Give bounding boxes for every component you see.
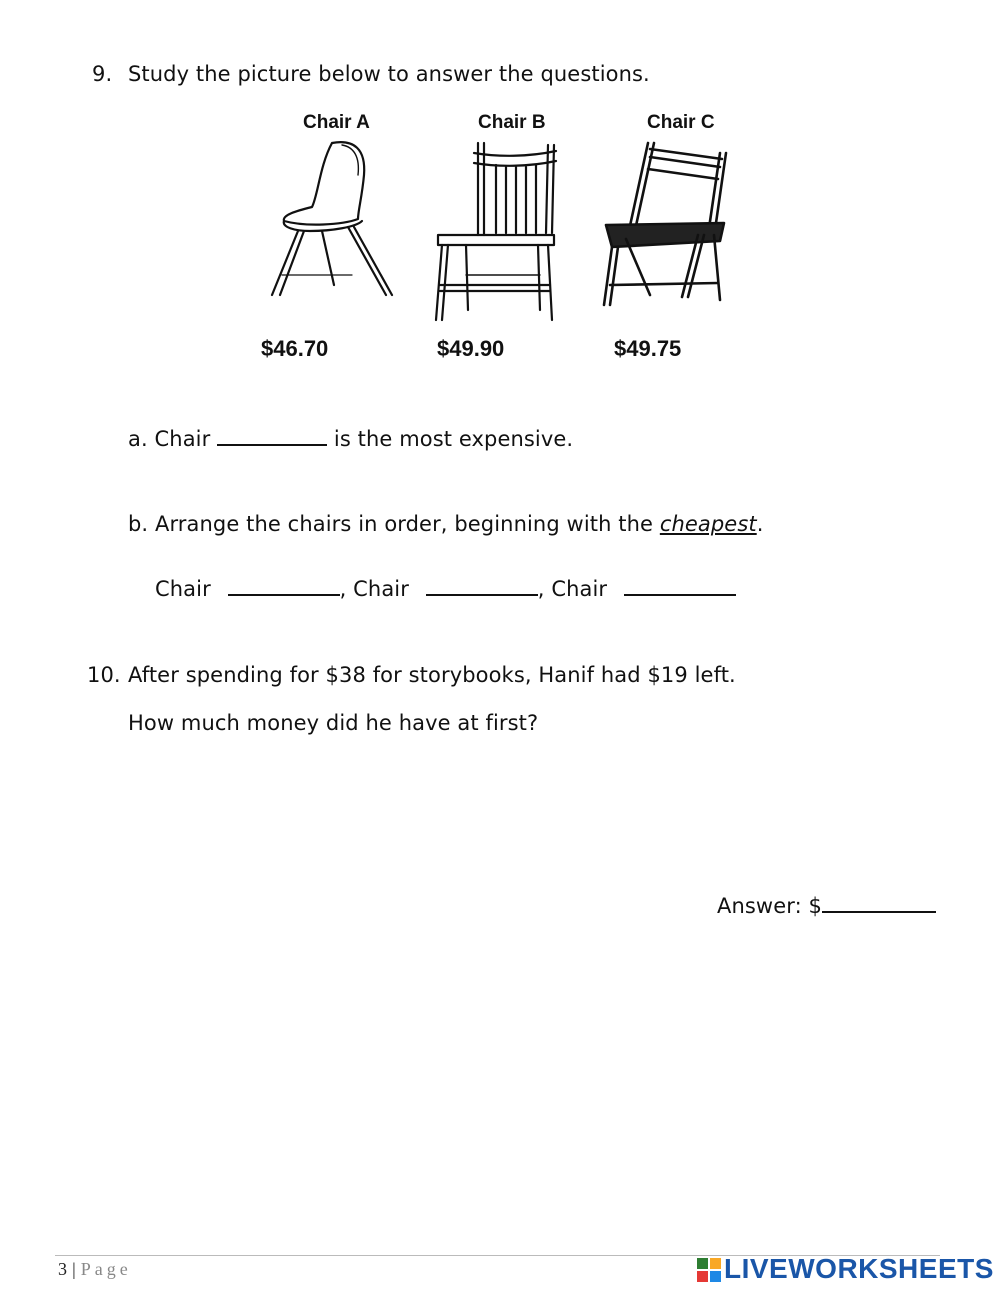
order-blank-2[interactable]	[426, 576, 538, 596]
page-footer	[58, 1259, 132, 1280]
chair-c-price: $49.75	[614, 336, 682, 361]
answer-label: Answer: $	[717, 894, 822, 918]
order-separator-2: ,	[537, 577, 545, 601]
chair-c-label: Chair C	[647, 112, 715, 133]
part-b-end: .	[756, 512, 764, 536]
question-9-number: 9.	[92, 62, 113, 86]
question-10-line1: After spending for $38 for storybooks, Hanif had $19 left.	[128, 663, 736, 687]
chair-b-label: Chair B	[478, 112, 546, 133]
order-chair-word-2: Chair	[353, 577, 409, 601]
chair-a-label: Chair A	[303, 112, 370, 133]
answer-line	[717, 893, 936, 918]
chair-a-image	[262, 135, 402, 315]
page-number: 3	[58, 1259, 67, 1279]
question-10-number: 10.	[87, 663, 121, 687]
order-separator-1: ,	[339, 577, 347, 601]
order-blank-3[interactable]	[624, 576, 736, 596]
order-line	[155, 576, 736, 601]
chair-b-price: $49.90	[437, 336, 505, 361]
part-b-line	[128, 512, 763, 536]
chair-c-image	[598, 135, 733, 320]
question-9-text: Study the picture below to answer the questions.	[128, 62, 650, 86]
part-a-blank[interactable]	[217, 426, 327, 446]
part-b-emphasis: cheapest	[659, 512, 757, 536]
page-separator: |	[72, 1259, 76, 1279]
part-b-prefix: b. Arrange the chairs in order, beginning with the	[128, 512, 654, 536]
part-a-line	[128, 426, 573, 451]
order-chair-word-1: Chair	[155, 577, 211, 601]
question-10-line2: How much money did he have at first?	[128, 711, 539, 735]
liveworksheets-logo-icon	[697, 1258, 721, 1282]
order-blank-1[interactable]	[228, 576, 340, 596]
chair-b-image	[428, 135, 563, 325]
part-a-suffix: is the most expensive.	[333, 427, 574, 451]
part-a-prefix: a. Chair	[128, 427, 211, 451]
chair-a-price: $46.70	[261, 336, 329, 361]
liveworksheets-logo-text: LIVEWORKSHEETS	[724, 1253, 994, 1284]
order-chair-word-3: Chair	[551, 577, 608, 601]
page-word: Page	[80, 1259, 132, 1279]
answer-blank[interactable]	[822, 893, 936, 913]
